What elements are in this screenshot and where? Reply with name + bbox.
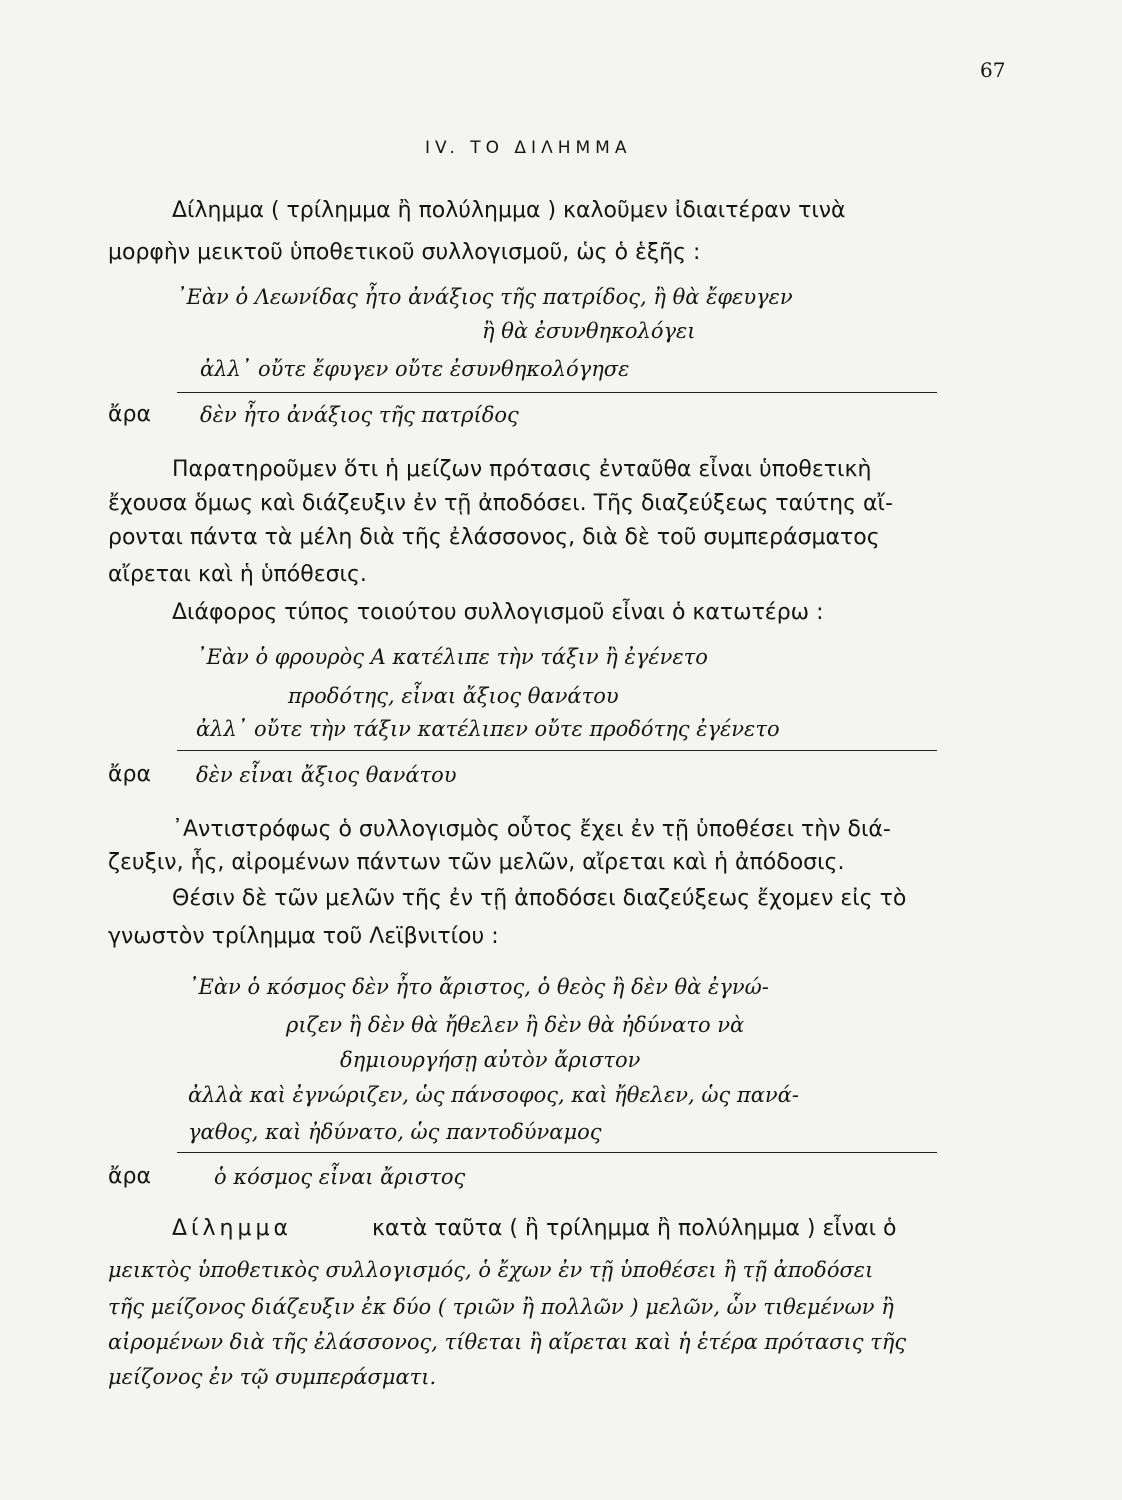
conclusion-line: δὲν ἦτο ἀνάξιος τῆς πατρίδος xyxy=(200,403,519,427)
premise-line: ἀλλ᾽ οὔτε ἔφυγεν οὔτε ἐσυνθηκολόγησε xyxy=(200,357,630,381)
inference-rule xyxy=(177,750,937,751)
inference-rule xyxy=(177,392,937,393)
paragraph-line: ρονται πάντα τὰ μέλη διὰ τῆς ἐλάσσονος, διὰ δὲ τοῦ συμπεράσματος xyxy=(108,525,880,550)
definition-line: μείζονος ἐν τῷ συμπεράσματι. xyxy=(108,1365,437,1389)
paragraph-line: Διάφορος τύπος τοιούτου συλλογισμοῦ εἶναι ὁ κατωτέρω : xyxy=(172,600,824,625)
premise-line: ριζεν ἢ δὲν θὰ ἤθελεν ἢ δὲν θὰ ἠδύνατο νὰ xyxy=(286,1013,745,1037)
paragraph-line: Θέσιν δὲ τῶν μελῶν τῆς ἐν τῇ ἀποδόσει διαζεύξεως ἔχομεν εἰς τὸ xyxy=(172,886,907,911)
paragraph-line: αἴρεται καὶ ἡ ὑπόθεσις. xyxy=(108,562,367,587)
paragraph-line: ἔχουσα ὅμως καὶ διάζευξιν ἐν τῇ ἀποδόσει. Τῆς διαζεύξεως ταύτης αἴ- xyxy=(108,491,893,516)
ara-label: ἄρα xyxy=(108,402,151,427)
section-heading: IV. ΤΟ ΔΙΛΗΜΜΑ xyxy=(425,138,632,158)
definition-line: μεικτὸς ὑποθετικὸς συλλογισμός, ὁ ἔχων ἐν τῇ ὑποθέσει ἢ τῇ ἀποδόσει xyxy=(108,1258,874,1282)
premise-line: ἢ θὰ ἐσυνθηκολόγει xyxy=(482,319,696,343)
definition-line: κατὰ ταῦτα ( ἢ τρίλημμα ἢ πολύλημμα ) εἶναι ὁ xyxy=(372,1216,897,1241)
premise-line: ἀλλὰ καὶ ἐγνώριζεν, ὡς πάνσοφος, καὶ ἤθελεν, ὡς πανά- xyxy=(188,1083,799,1107)
premise-line: ἀλλ᾽ οὔτε τὴν τάξιν κατέλιπεν οὔτε προδότης ἐγένετο xyxy=(196,717,780,741)
ara-label: ἄρα xyxy=(108,1164,151,1189)
conclusion-line: δὲν εἶναι ἄξιος θανάτου xyxy=(196,763,457,787)
premise-line: ᾿Εὰν ὁ φρουρὸς Α κατέλιπε τὴν τάξιν ἢ ἐγένετο xyxy=(196,645,708,669)
intro-line: μορφὴν μεικτοῦ ὑποθετικοῦ συλλογισμοῦ, ὡς ὁ ἑξῆς : xyxy=(108,240,701,265)
premise-line: δημιουργήσῃ αὐτὸν ἄριστον xyxy=(340,1048,641,1072)
paragraph-line: γνωστὸν τρίλημμα τοῦ Λεϊβνιτίου : xyxy=(108,924,499,949)
definition-line: αἰρομένων διὰ τῆς ἐλάσσονος, τίθεται ἢ αἴρεται καὶ ἡ ἑτέρα πρότασις τῆς xyxy=(108,1330,907,1354)
premise-line: γαθος, καὶ ἠδύνατο, ὡς παντοδύναμος xyxy=(188,1120,602,1144)
paragraph-line: Παρατηροῦμεν ὅτι ἡ μείζων πρότασις ἐνταῦθα εἶναι ὑποθετικὴ xyxy=(172,457,872,482)
premise-line: προδότης, εἶναι ἄξιος θανάτου xyxy=(288,684,619,708)
paragraph-line: ζευξιν, ἧς, αἰρομένων πάντων τῶν μελῶν, αἴρεται καὶ ἡ ἀπόδοσις. xyxy=(108,850,845,875)
ara-label: ἄρα xyxy=(108,762,151,787)
conclusion-line: ὁ κόσμος εἶναι ἄριστος xyxy=(214,1165,466,1189)
definition-line: τῆς μείζονος διάζευξιν ἐκ δύο ( τριῶν ἢ πολλῶν ) μελῶν, ὧν τιθεμένων ἢ xyxy=(108,1295,894,1319)
intro-line: Δίλημμα ( τρίλημμα ἢ πολύλημμα ) καλοῦμεν ἰδιαιτέραν τινὰ xyxy=(172,198,846,223)
page-number: 67 xyxy=(980,58,1006,82)
premise-line: ᾿Εὰν ὁ Λεωνίδας ἦτο ἀνάξιος τῆς πατρίδος, ἢ θὰ ἔφευγεν xyxy=(176,285,793,309)
paragraph-line: ᾿Αντιστρόφως ὁ συλλογισμὸς οὗτος ἔχει ἐν τῇ ὑποθέσει τὴν διά- xyxy=(172,817,891,842)
premise-line: ᾿Εὰν ὁ κόσμος δὲν ἦτο ἄριστος, ὁ θεὸς ἢ δὲν θὰ ἐγνώ- xyxy=(188,975,769,999)
inference-rule xyxy=(177,1152,937,1153)
definition-term: Δίλημμα xyxy=(172,1216,292,1241)
